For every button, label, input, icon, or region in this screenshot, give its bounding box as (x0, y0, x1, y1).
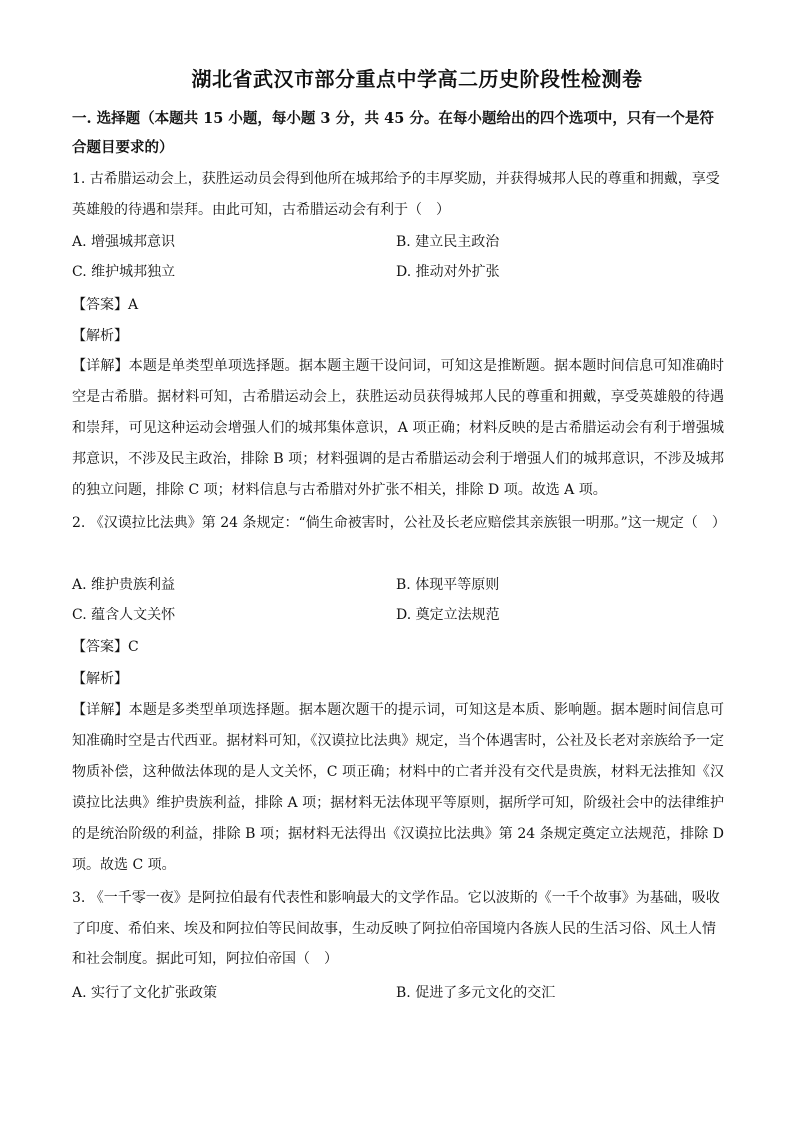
answer-label: 【答案】A (72, 297, 139, 313)
option-d: D. 推动对外扩张 (396, 264, 500, 280)
options-group (72, 570, 724, 630)
analysis-label: 【解析】 (72, 328, 128, 344)
question-stem: 1. 古希腊运动会上，获胜运动员会得到他所在城邦给予的丰厚奖励，并获得城邦人民的尊重和拥戴，享受英雄般的待遇和崇拜。由此可知，古希腊运动会有利于（ ） (72, 171, 720, 218)
detail-explanation: 【详解】本题是单类型单项选择题。据本题主题干设问词，可知这是推断题。据本题时间信息可知准确时空是古希腊。据材料可知，古希腊运动会上，获胜运动员获得城邦人民的尊重和拥戴，享受英雄般的待遇和崇拜，可见这种运动会增强人们的城邦集体意识，A 项正确；材料反映的是古希腊运动会有利于增强城邦意识，不涉及民主政治，排除 B 项；材料强调的是古希腊运动会利于增强人们的城邦意识，不涉及城邦的独立问题，排除 C 项；材料信息与古希腊对外扩张不相关，排除 D 项。故选 A 项。 (72, 358, 724, 498)
options-group (72, 227, 724, 287)
option-a: A. 维护贵族利益 (72, 577, 176, 593)
section-heading: 一. 选择题（本题共 15 小题，每小题 3 分，共 45 分。在每小题给出的四个选项中，只有一个是符合题目要求的） (72, 110, 714, 156)
question-stem: 2. 《汉谟拉比法典》第 24 条规定：“倘生命被害时，公社及长老应赔偿其亲族银一明那。”这一规定（ ） (72, 515, 726, 531)
exam-title: 湖北省武汉市部分重点中学高二历史阶段性检测卷 (191, 67, 643, 91)
detail-explanation: 【详解】本题是多类型单项选择题。据本题次题干的提示词，可知这是本质、影响题。据本题时间信息可知准确时空是古代西亚。据材料可知，《汉谟拉比法典》规定，当个体遇害时，公社及长老对亲族给予一定物质补偿，这种做法体现的是人文关怀，C 项正确；材料中的亡者并没有交代是贵族，材料无法推知《汉谟拉比法典》维护贵族利益，排除 A 项；据材料无法体现平等原则，据所学可知，阶级社会中的法律维护的是统治阶级的利益，排除 B 项；据材料无法得出《汉谟拉比法典》第 24 条规定奠定立法规范，排除 D 项。故选 C 项。 (72, 702, 724, 873)
option-c: C. 维护城邦独立 (72, 264, 176, 280)
option-a: A. 增强城邦意识 (72, 234, 176, 250)
option-d: D. 奠定立法规范 (396, 607, 500, 623)
option-a: A. 实行了文化扩张政策 (72, 985, 218, 1001)
option-b: B. 体现平等原则 (396, 577, 500, 593)
option-b: B. 建立民主政治 (396, 234, 500, 250)
option-b: B. 促进了多元文化的交汇 (396, 985, 556, 1001)
analysis-label: 【解析】 (72, 671, 128, 687)
answer-label: 【答案】C (72, 639, 139, 655)
option-c: C. 蕴含人文关怀 (72, 607, 176, 623)
question-stem: 3. 《一千零一夜》是阿拉伯最有代表性和影响最大的文学作品。它以波斯的《一千个故事》为基础，吸收了印度、希伯来、埃及和阿拉伯等民间故事，生动反映了阿拉伯帝国境内各族人民的生活习俗、风土人情和社会制度。据此可知，阿拉伯帝国（ ） (72, 890, 720, 967)
options-group (72, 978, 724, 1008)
